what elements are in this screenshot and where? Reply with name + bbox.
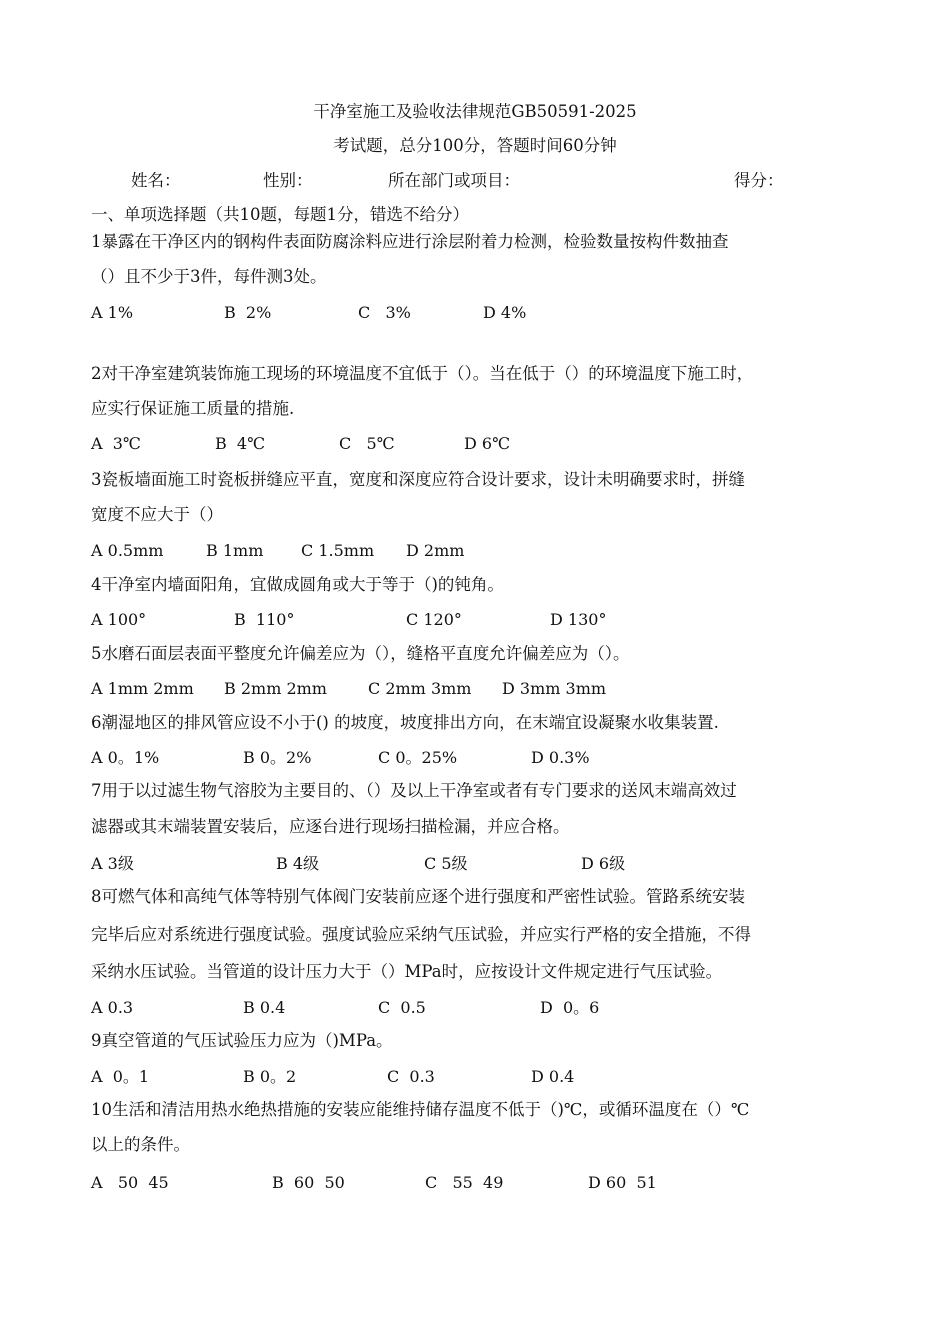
question-9-option-d: D 0.4 [531,1067,575,1086]
question-2-option-b: B 4℃ [215,434,266,453]
question-4-option-c: C 120° [406,610,462,629]
question-8-option-a: A 0.3 [91,998,134,1017]
question-4-option-b: B 110° [234,610,295,629]
question-5-option-a: A 1mm 2mm [91,679,194,698]
question-1-option-b: B 2% [224,303,272,322]
question-8-text-line-1: 8可燃气体和高纯气体等特别气体阀门安装前应逐个进行强度和严密性试验。管路系统安装 [91,887,745,906]
question-7-option-b: B 4级 [276,854,320,873]
question-3-option-b: B 1mm [206,541,264,560]
question-3-option-c: C 1.5mm [301,541,375,560]
question-7-option-d: D 6级 [581,854,626,873]
question-10-text-line-1: 10生活和清洁用热水绝热措施的安装应能维持储存温度不低于（)℃，或循环温度在（）℃ [91,1100,750,1119]
question-3-text-line-2: 宽度不应大于（） [91,505,223,524]
question-9-option-b: B 0。2 [243,1067,297,1086]
question-5-option-c: C 2mm 3mm [368,679,472,698]
question-5-option-d: D 3mm 3mm [502,679,607,698]
question-9-option-a: A 0。1 [91,1067,150,1086]
question-2-option-a: A 3℃ [91,434,141,453]
question-4-option-a: A 100° [91,610,147,629]
question-10-option-b: B 60 50 [272,1173,345,1192]
question-1-option-d: D 4% [483,303,527,322]
question-7-text-line-2: 滤器或其末端装置安装后，应逐台进行现场扫描检漏，并应合格。 [91,817,570,836]
question-6-option-a: A 0。1% [91,748,160,767]
question-7-option-c: C 5级 [424,854,468,873]
question-8-option-b: B 0.4 [243,998,286,1017]
gender-field-label: 性别： [263,171,313,190]
question-3-text-line-1: 3瓷板墙面施工时瓷板拼缝应平直，宽度和深度应符合设计要求，设计未明确要求时，拼缝 [91,470,745,489]
question-4-option-d: D 130° [550,610,607,629]
question-6-text-line-1: 6潮湿地区的排风管应设不小于() 的坡度，坡度排出方向，在末端宜设凝聚水收集装置. [91,713,719,732]
page-subtitle: 考试题，总分100分，答题时间60分钟 [333,136,617,155]
question-8-text-line-3: 采纳水压试验。当管道的设计压力大于（）MPa时，应按设计文件规定进行气压试验。 [91,962,723,981]
question-1-text-line-2: （）且不少于3件，每件测3处。 [91,267,327,286]
question-5-text-line-1: 5水磨石面层表面平整度允许偏差应为（），缝格平直度允许偏差应为（）。 [91,644,630,663]
question-10-option-c: C 55 49 [425,1173,504,1192]
question-1-text-line-1: 1暴露在干净区内的钢构件表面防腐涂料应进行涂层附着力检测，检验数量按构件数抽查 [91,232,729,251]
question-3-option-a: A 0.5mm [91,541,164,560]
question-9-option-c: C 0.3 [387,1067,435,1086]
question-7-text-line-1: 7用于以过滤生物气溶胶为主要目的、（）及以上干净室或者有专门要求的送风末端高效过 [91,781,737,800]
question-9-text-line-1: 9真空管道的气压试验压力应为（)MPa。 [91,1031,393,1050]
question-7-option-a: A 3级 [91,854,134,873]
question-10-option-a: A 50 45 [91,1173,169,1192]
question-6-option-b: B 0。2% [243,748,312,767]
page-title: 干净室施工及验收法律规范GB50591-2025 [313,102,637,121]
question-3-option-d: D 2mm [406,541,465,560]
question-10-option-d: D 60 51 [588,1173,657,1192]
question-2-option-c: C 5℃ [339,434,395,453]
question-6-option-c: C 0。25% [378,748,458,767]
question-5-option-b: B 2mm 2mm [224,679,327,698]
question-8-option-c: C 0.5 [378,998,426,1017]
question-6-option-d: D 0.3% [531,748,590,767]
question-2-text-line-1: 2对干净室建筑装饰施工现场的环境温度不宜低于（）。当在低于（）的环境温度下施工时， [91,364,754,383]
name-field-label: 姓名： [131,171,181,190]
question-2-option-d: D 6℃ [464,434,510,453]
score-field-label: 得分： [734,171,784,190]
question-4-text-line-1: 4干净室内墙面阳角，宜做成圆角或大于等于（)的钝角。 [91,575,504,594]
question-2-text-line-2: 应实行保证施工质量的措施. [91,399,295,418]
section-heading: 一、单项选择题（共10题，每题1分，错选不给分） [91,205,469,224]
department-field-label: 所在部门或项目： [388,171,520,190]
question-8-text-line-2: 完毕后应对系统进行强度试验。强度试验应采纳气压试验，并应实行严格的安全措施，不得 [91,925,751,944]
question-1-option-a: A 1% [91,303,134,322]
question-8-option-d: D 0。6 [540,998,600,1017]
question-1-option-c: C 3% [358,303,411,322]
question-10-text-line-2: 以上的条件。 [91,1135,190,1154]
